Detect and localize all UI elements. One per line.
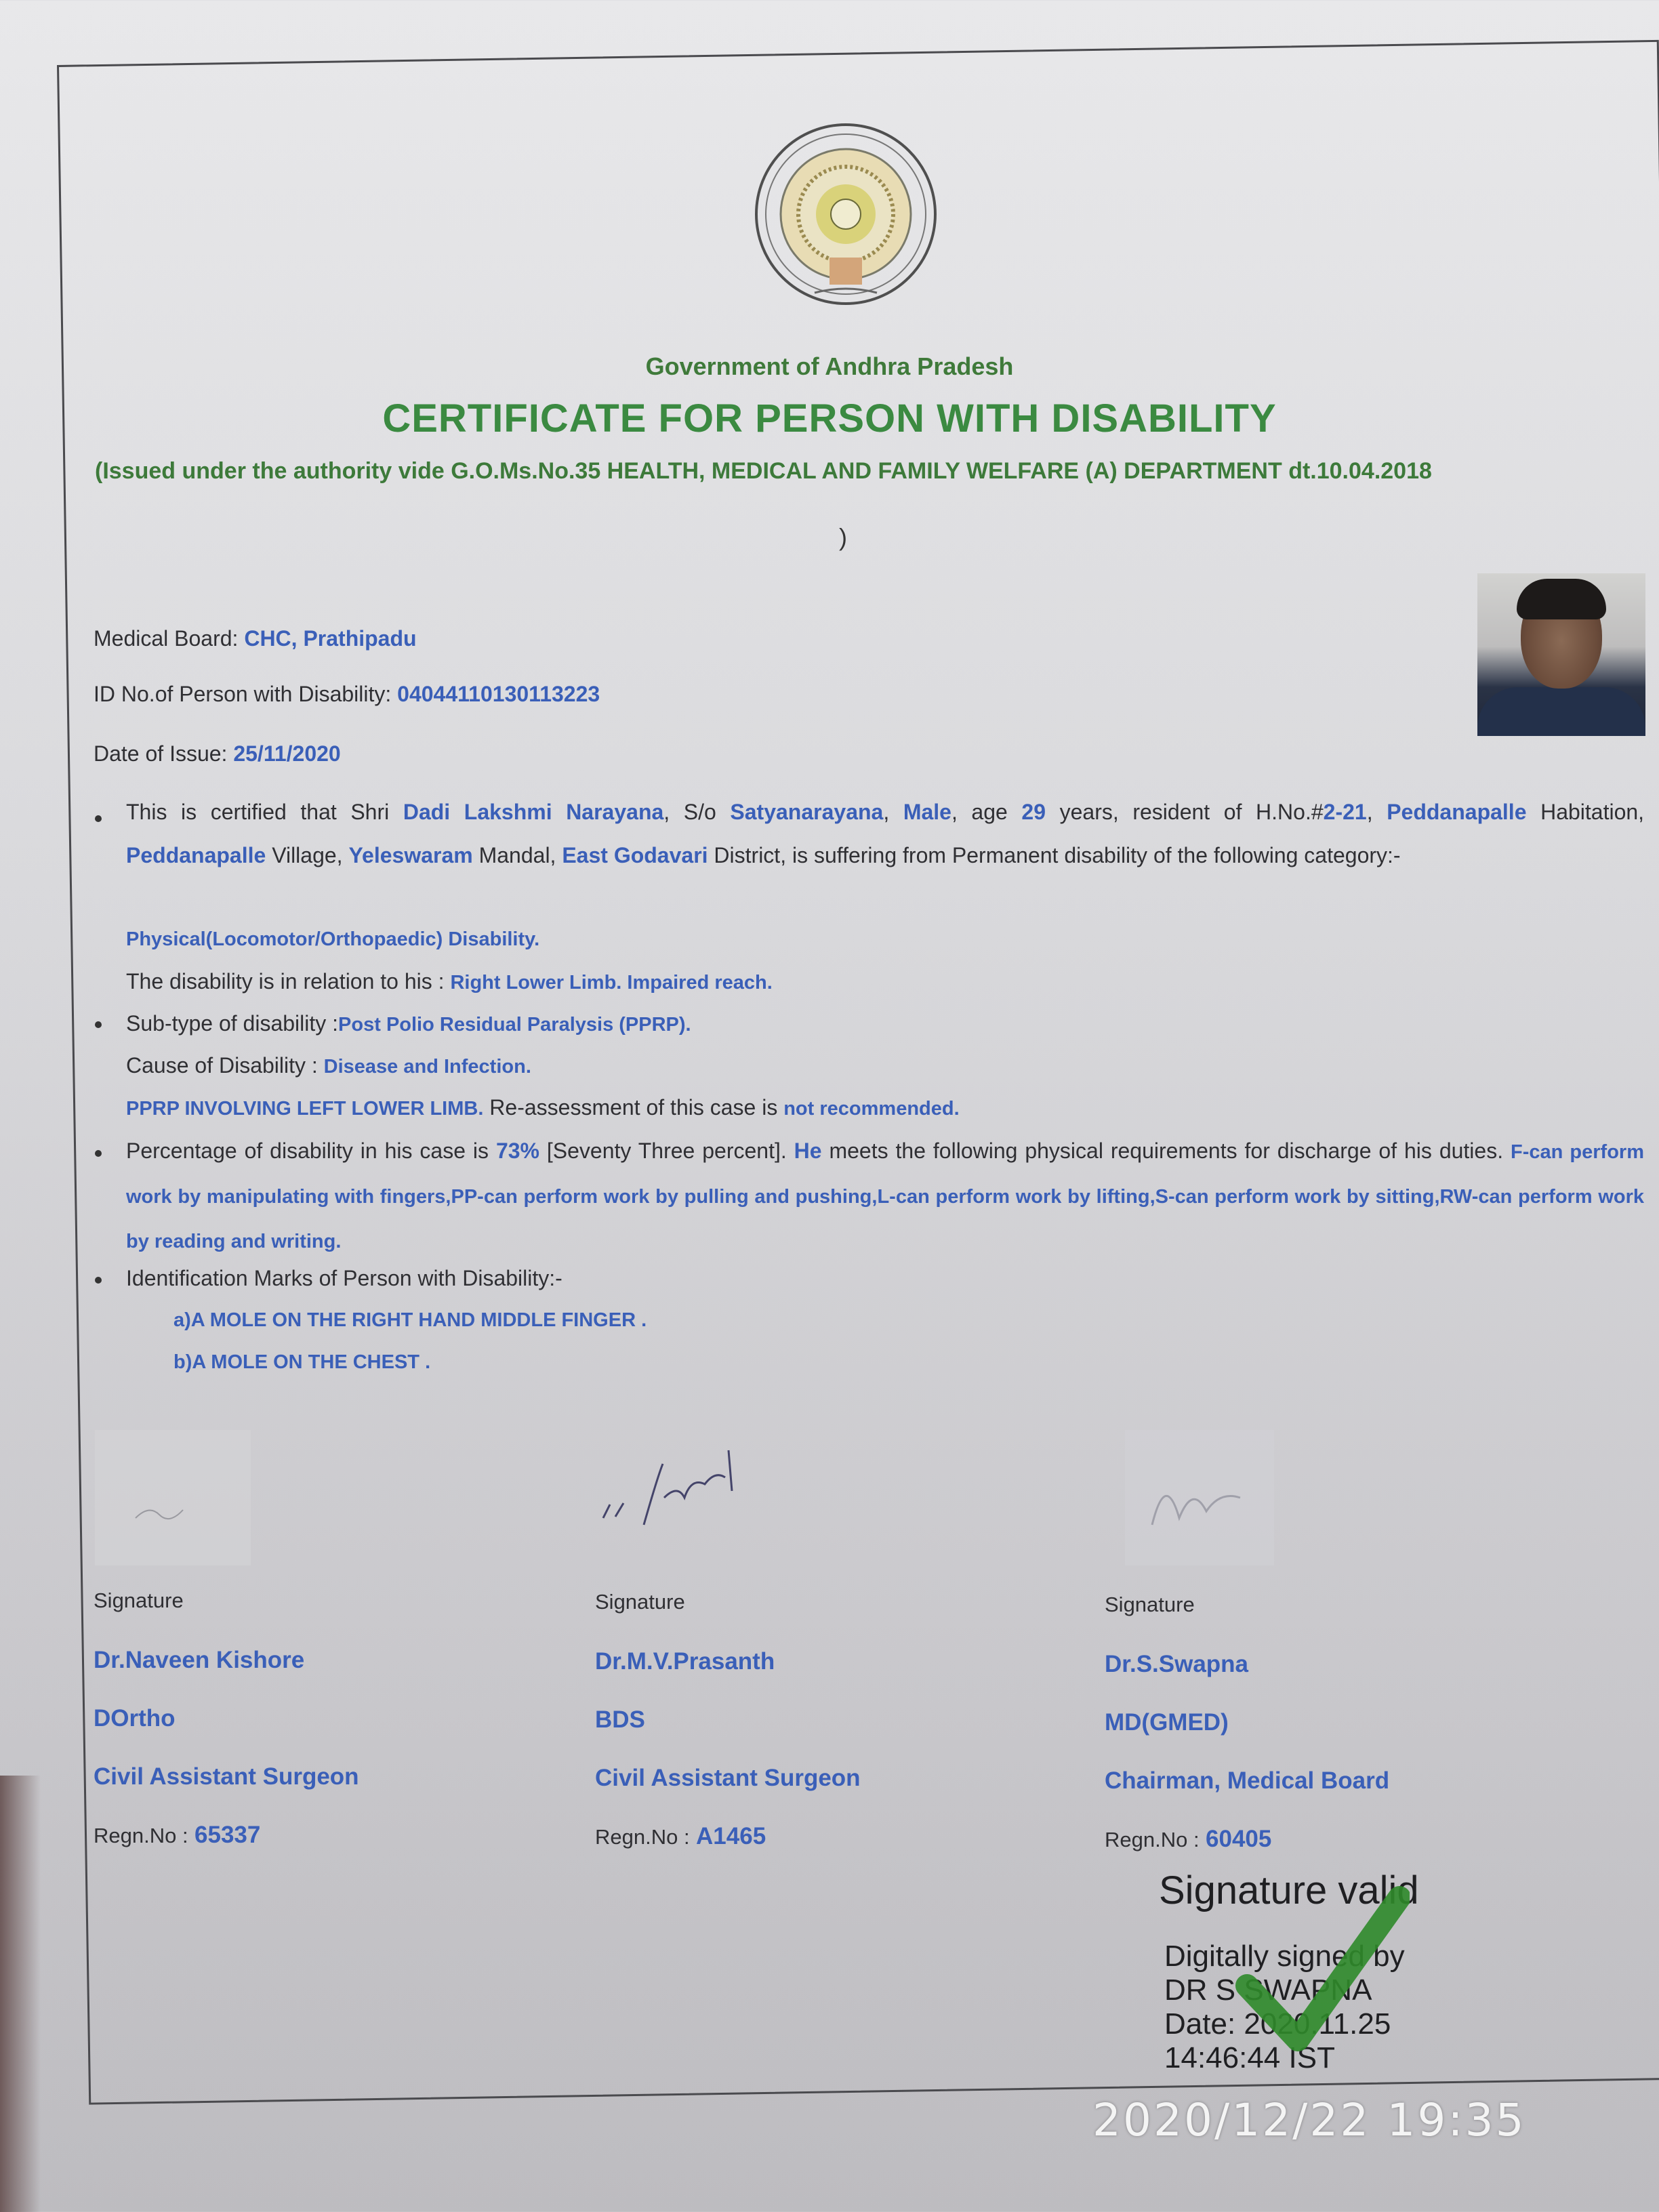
bullet-2	[95, 1021, 102, 1028]
medical-board-value: CHC, Prathipadu	[244, 626, 417, 651]
relation-line	[126, 969, 773, 994]
cause-value: Disease and Infection.	[323, 1056, 531, 1078]
andhra-pradesh-emblem	[754, 122, 938, 306]
age-value: 29	[1021, 800, 1046, 824]
reassessment-line	[126, 1095, 960, 1120]
signatory-qualification: BDS	[595, 1706, 645, 1733]
village-value: Peddanapalle	[126, 843, 266, 867]
cause-label: Cause of Disability :	[126, 1053, 318, 1078]
text-segment: [Seventy Three percent].	[546, 1139, 787, 1163]
signature-label: Signature	[94, 1589, 184, 1612]
involving-text: PPRP INVOLVING LEFT LOWER LIMB.	[126, 1098, 484, 1120]
signature-image-2	[590, 1437, 752, 1559]
father-name: Satyanarayana	[730, 800, 884, 824]
regn-label: Regn.No :	[1105, 1828, 1200, 1851]
identification-label: Identification Marks of Person with Disability:-	[126, 1266, 562, 1290]
signatory-qualification: MD(GMED)	[1105, 1709, 1229, 1736]
bullet-3	[95, 1150, 102, 1157]
regn-number: A1465	[696, 1823, 766, 1849]
subtype-label: Sub-type of disability :	[126, 1011, 339, 1036]
signature-label: Signature	[1105, 1593, 1195, 1616]
mandal-value: Yeleswaram	[348, 843, 473, 867]
certificate-title: CERTIFICATE FOR PERSON WITH DISABILITY	[382, 396, 1277, 441]
certify-paragraph	[126, 790, 1644, 877]
photo-shadow-edge	[0, 1776, 41, 2212]
signatory-name: Dr.S.Swapna	[1105, 1651, 1249, 1677]
relation-value: Right Lower Limb. Impaired reach.	[450, 972, 773, 994]
text-segment: ,	[883, 800, 890, 824]
district-value: East Godavari	[562, 843, 708, 867]
photo-timestamp: 2020/12/22 19:35	[1092, 2094, 1526, 2146]
text-segment: Percentage of disability in his case is	[126, 1139, 489, 1163]
habitation-value: Peddanapalle	[1387, 800, 1527, 824]
disability-category: Physical(Locomotor/Orthopaedic) Disability.	[126, 928, 540, 950]
valid-check-icon	[1233, 1884, 1410, 2060]
pronoun-value: He	[794, 1139, 822, 1163]
percentage-value: 73%	[495, 1139, 539, 1163]
medical-board-label: Medical Board:	[94, 626, 239, 651]
bullet-1	[95, 815, 102, 822]
text-segment: meets the following physical requirements for discharge of his duties.	[829, 1139, 1504, 1163]
issued-under-close: )	[839, 523, 847, 551]
text-segment: years, resident of H.No.#	[1059, 800, 1324, 824]
signature-block-1	[94, 1589, 359, 1880]
signature-block-2	[595, 1590, 861, 1881]
text-segment: , S/o	[663, 800, 716, 824]
signature-label: Signature	[595, 1590, 685, 1614]
digital-signature-text: Digitally signed by DR S SWAPNA Date: 2020.11.25 14:46:44 IST	[1164, 1940, 1405, 2074]
signature-block-3	[1105, 1593, 1389, 1884]
date-line	[94, 741, 341, 766]
issued-under-text: (Issued under the authority vide G.O.Ms.No.35 HEALTH, MEDICAL AND FAMILY WELFARE (A) DEPARTMENT dt.10.04.2018	[95, 458, 1432, 484]
reassess-label: Re-assessment of this case is	[489, 1095, 778, 1120]
text-segment: ,	[1366, 800, 1373, 824]
bullet-4	[95, 1277, 102, 1284]
text-segment: District, is suffering from Permanent disability of the following category:-	[714, 843, 1401, 867]
text-segment: Village,	[272, 843, 343, 867]
relation-label: The disability is in relation to his :	[126, 969, 445, 994]
regn-number: 60405	[1206, 1826, 1272, 1852]
regn-label: Regn.No :	[595, 1825, 690, 1849]
medical-board-line	[94, 626, 417, 651]
signatory-name: Dr.M.V.Prasanth	[595, 1648, 775, 1675]
cause-line	[126, 1053, 531, 1078]
signatory-designation: Chairman, Medical Board	[1105, 1767, 1390, 1794]
text-segment: , age	[951, 800, 1008, 824]
house-number: 2-21	[1323, 800, 1367, 824]
government-name: Government of Andhra Pradesh	[645, 352, 1014, 380]
gender-value: Male	[903, 800, 951, 824]
text-segment: Mandal,	[478, 843, 556, 867]
person-photo	[1477, 573, 1645, 736]
id-line	[94, 682, 600, 707]
text-segment: Habitation,	[1540, 800, 1645, 824]
date-value: 25/11/2020	[233, 741, 341, 766]
percentage-paragraph	[126, 1129, 1644, 1263]
subtype-line	[126, 1011, 691, 1036]
regn-label: Regn.No :	[94, 1824, 188, 1847]
signature-image-3	[1125, 1430, 1274, 1565]
id-value: 04044110130113223	[397, 682, 600, 706]
physical-requirements: F-can perform work by manipulating with fingers,PP-can perform work by pulling and pushing,L-can perform work by lifting,S-can perform work by sitting,RW-can perform work by reading and writing.	[126, 1141, 1644, 1252]
subtype-value: Post Polio Residual Paralysis (PPRP).	[338, 1014, 691, 1036]
text-segment: This is certified that Shri	[126, 800, 390, 824]
reassess-value: not recommended.	[783, 1098, 960, 1120]
person-name: Dadi Lakshmi Narayana	[403, 800, 664, 824]
date-label: Date of Issue:	[94, 741, 228, 766]
identification-mark-b: b)A MOLE ON THE CHEST .	[173, 1351, 431, 1373]
identification-mark-a: a)A MOLE ON THE RIGHT HAND MIDDLE FINGER .	[173, 1309, 647, 1331]
signatory-designation: Civil Assistant Surgeon	[595, 1765, 861, 1791]
signatory-name: Dr.Naveen Kishore	[94, 1647, 305, 1673]
signature-valid-title: Signature valid	[1159, 1868, 1419, 1912]
regn-number: 65337	[194, 1822, 261, 1848]
signatory-designation: Civil Assistant Surgeon	[94, 1763, 359, 1790]
signature-image-1	[95, 1430, 251, 1565]
id-label: ID No.of Person with Disability:	[94, 682, 392, 706]
signatory-qualification: DOrtho	[94, 1705, 176, 1732]
